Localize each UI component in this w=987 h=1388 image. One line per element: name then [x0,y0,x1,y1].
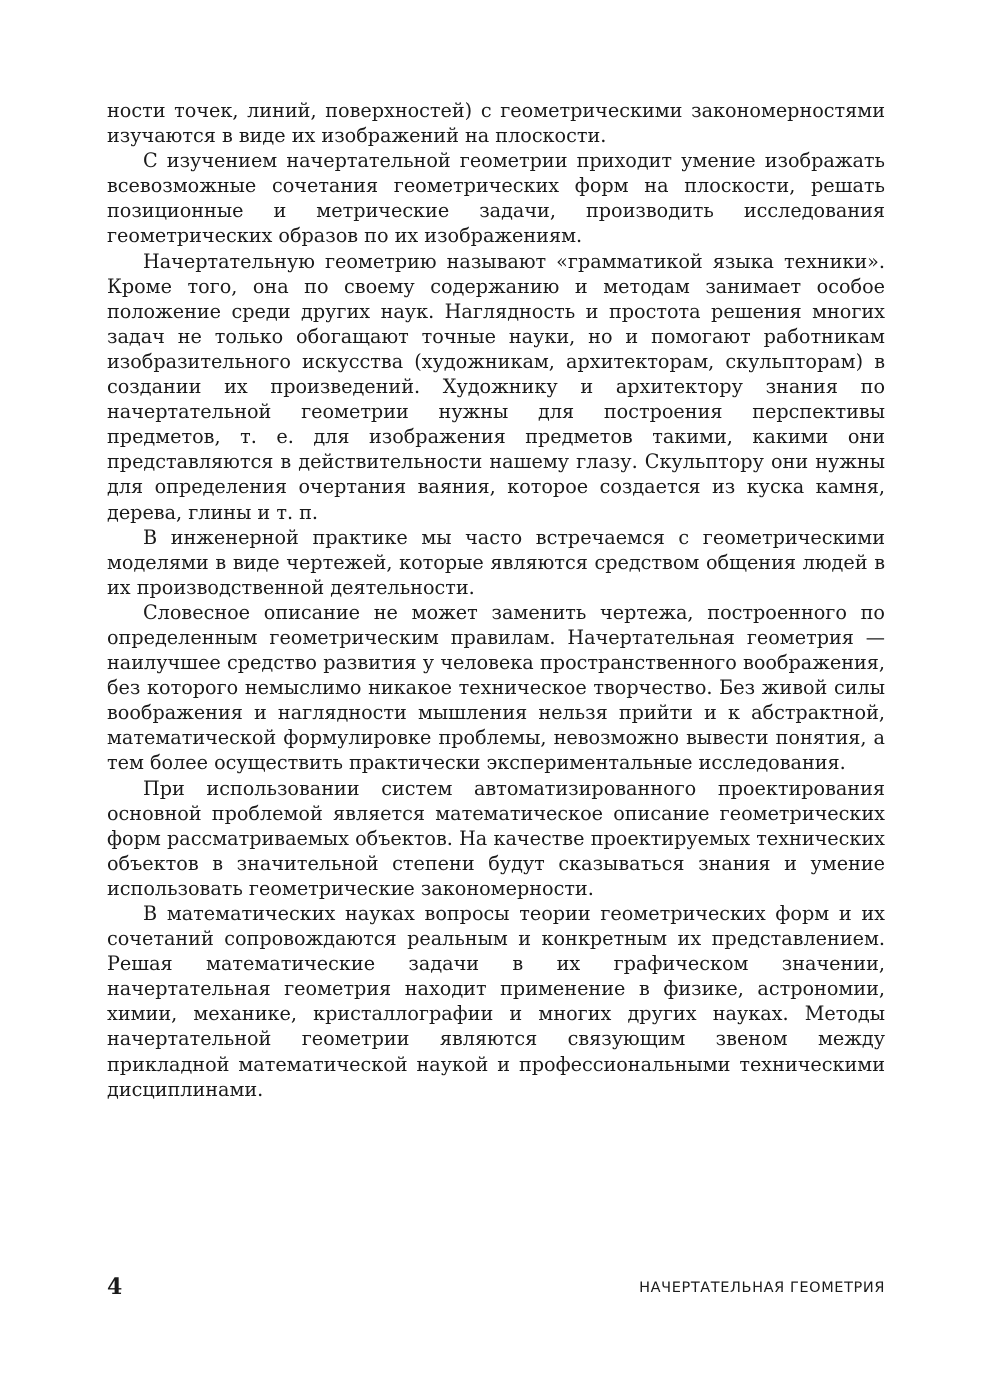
body-text [107,98,885,1102]
paragraph-continued: ности точек, линий, поверхностей) с геометрическими закономерностями изучаются в виде их изображений на плоскости. [107,99,885,148]
paragraph: Словесное описание не может заменить чертежа, построенного по определенным геометрическим правилам. Начертательная геометрия — наилучшее средство развития у человека пространственного воображения, без которого немыслимо никакое техническое творчество. Без живой силы воображения и наглядности мышления нельзя прийти и к абстрактной, математической формулировке проблемы, невозможно вывести понятия, а тем более осуществить практически экспериментальные исследования. [107,600,885,775]
paragraph: В математических науках вопросы теории геометрических форм и их сочетаний сопровождаются реальным и конкретным их представлением. Решая математические задачи в их графическом значении, начертательная геометрия находит применение в физике, астрономии, химии, механике, кристаллографии и многих других науках. Методы начертательной геометрии являются связующим звеном между прикладной математической наукой и профессиональными техническими дисциплинами. [107,902,885,1101]
page-number: 4 [107,1274,123,1300]
paragraph: При использовании систем автоматизированного проектирования основной проблемой является математическое описание геометрических форм рассматриваемых объектов. На качестве проектируемых технических объектов в значительной степени будут сказываться знания и умение использовать геометрические закономерности. [107,776,885,900]
running-title: НАЧЕРТАТЕЛЬНАЯ ГЕОМЕТРИЯ [639,1280,885,1296]
paragraph: С изучением начертательной геометрии приходит умение изображать всевозможные сочетания геометрических форм на плоскости, решать позиционные и метрические задачи, производить исследования геометрических образов по их изображениям. [107,149,885,248]
paragraph: В инженерной практике мы часто встречаемся с геометрическими моделями в виде чертежей, которые являются средством общения людей в их производственной деятельности. [107,525,885,599]
paragraph: Начертательную геометрию называют «грамматикой языка техники». Кроме того, она по своему содержанию и методам занимает особое положение среди других наук. Наглядность и простота решения многих задач не только обогащают точные науки, но и помогают работникам изобразительного искусства (художникам, архитекторам, скульпторам) в создании их произведений. Художнику и архитектору знания по начертательной геометрии нужны для построения перспективы предметов, т. е. для изображения предметов такими, какими они представляются в действительности нашему глазу. Скульптору они нужны для определения очертания ваяния, которое создается из куска камня, дерева, глины и т. п. [107,249,885,524]
page-footer [107,1272,885,1302]
